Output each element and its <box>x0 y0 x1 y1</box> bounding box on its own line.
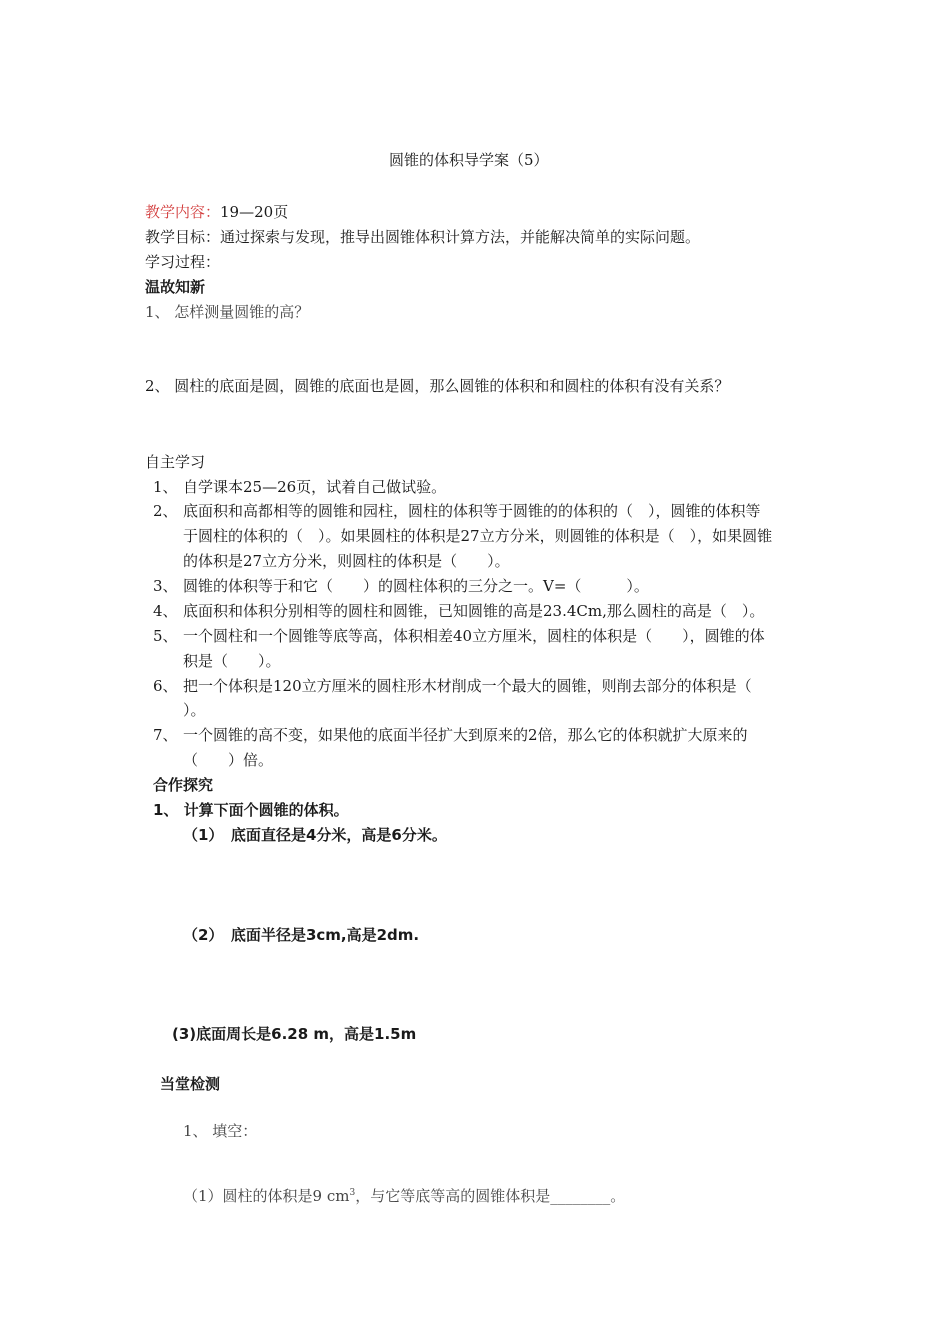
item-number: 3、 <box>153 577 178 595</box>
review-heading: 温故知新 <box>145 278 206 296</box>
item-line: 一个圆锥的高不变，如果他的底面半径扩大到原来的2倍，那么它的体积就扩大原来的 <box>183 726 748 744</box>
page-title: 圆锥的体积导学案（5） <box>389 151 549 169</box>
coop-task: 1、 计算下面个圆锥的体积。 <box>153 801 349 819</box>
coop-heading: 合作探究 <box>153 776 214 794</box>
question-text: （1）圆柱的体积是9 cm <box>183 1187 350 1205</box>
process-label: 学习过程： <box>145 253 221 271</box>
content-line <box>145 202 288 222</box>
check-fill-label: 1、 填空： <box>183 1122 258 1140</box>
item-number: 4、 <box>153 602 178 620</box>
item-line: 积是（ ）。 <box>183 652 281 670</box>
item-line: （ ）倍。 <box>183 751 274 769</box>
item-number: 2、 <box>153 502 178 520</box>
item-line: 底面积和高都相等的圆锥和园柱，圆柱的体积等于圆锥的的体积的（ ），圆锥的体积等 <box>183 502 761 520</box>
self-study-heading: 自主学习 <box>145 453 206 471</box>
content-label: 教学内容： <box>145 203 221 221</box>
item-number: 6、 <box>153 677 178 695</box>
check-question-1 <box>183 1186 625 1206</box>
item-line: 于圆柱的体积的（ ）。如果圆柱的体积是27立方分米，则圆锥的体积是（ ），如果圆锥 <box>183 527 773 545</box>
coop-sub-1: （1） 底面直径是4分米，高是6分米。 <box>183 826 447 844</box>
content-pages: 19—20页 <box>220 203 289 221</box>
coop-sub-3: (3)底面周长是6.28 m，高是1.5m <box>172 1025 417 1043</box>
review-question-2: 2、 圆柱的底面是圆，圆锥的底面也是圆，那么圆锥的体积和和圆柱的体积有没有关系？ <box>145 377 730 395</box>
item-line: 把一个体积是120立方厘米的圆柱形木材削成一个最大的圆锥，则削去部分的体积是（ <box>183 677 752 695</box>
item-number: 7、 <box>153 726 178 744</box>
item-number: 5、 <box>153 627 178 645</box>
item-line: ）。 <box>183 701 206 719</box>
item-line: 自学课本25—26页，试着自己做试验。 <box>183 478 447 496</box>
item-line: 底面积和体积分别相等的圆柱和圆锥，已知圆锥的高是23.4Cm,那么圆柱的高是（ ）。 <box>183 602 765 620</box>
review-question-1: 1、 怎样测量圆锥的高？ <box>145 303 310 321</box>
goal-line: 教学目标：通过探索与发现，推导出圆锥体积计算方法，并能解决简单的实际问题。 <box>145 228 701 246</box>
superscript-3: 3 <box>349 1188 356 1198</box>
question-text-rest: ，与它等底等高的圆锥体积是________。 <box>355 1187 626 1205</box>
item-line: 圆锥的体积等于和它（ ）的圆柱体积的三分之一。V=（ ）。 <box>183 577 649 595</box>
item-line: 一个圆柱和一个圆锥等底等高，体积相差40立方厘米，圆柱的体积是（ ），圆锥的体 <box>183 627 765 645</box>
coop-sub-2: （2） 底面半径是3cm,高是2dm. <box>183 926 420 944</box>
check-heading: 当堂检测 <box>160 1075 221 1093</box>
item-line: 的体积是27立方分米，则圆柱的体积是（ ）。 <box>183 552 510 570</box>
item-number: 1、 <box>153 478 178 496</box>
